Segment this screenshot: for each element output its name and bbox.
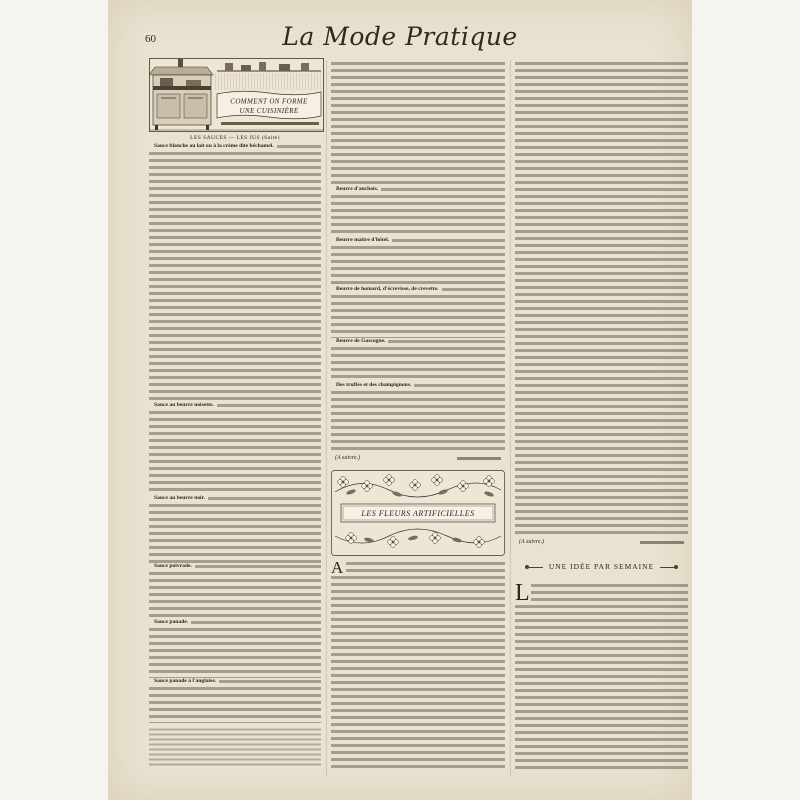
idee-body-text (515, 582, 688, 772)
text-line (414, 384, 505, 387)
signature (640, 541, 684, 544)
wall-hatching (215, 73, 321, 90)
section-heading (149, 143, 321, 150)
body-text-block (331, 60, 505, 186)
fleurs-banner-title: LES FLEURS ARTIFICIELLES (361, 509, 475, 518)
spacer (515, 546, 688, 560)
continued-note: (A suivre.) (335, 455, 360, 461)
text-line (381, 188, 505, 191)
section-title: Beurre d'anchois. (336, 186, 379, 192)
stove-leg (155, 125, 158, 130)
text-line (208, 497, 321, 500)
stove-cooktop (153, 86, 211, 90)
kitchen-table (221, 122, 319, 125)
shelf-pot (225, 63, 233, 71)
stove-leg (206, 125, 209, 130)
shelf-pot (279, 64, 290, 71)
body-text-block (331, 345, 505, 382)
body-text-block (149, 685, 321, 723)
section-heading (149, 495, 321, 502)
section-title: Sauce poivrade. (154, 563, 192, 569)
spacer (331, 462, 505, 470)
section-heading (331, 338, 505, 345)
section-heading (331, 382, 505, 389)
page-number: 60 (145, 33, 156, 45)
cuisine-illustration (149, 58, 324, 132)
section-heading (149, 619, 321, 626)
body-text-block (515, 60, 688, 536)
section-heading (149, 402, 321, 409)
continued-note: (A suivre.) (519, 539, 544, 545)
stove-pipe (178, 59, 183, 67)
body-text-block (331, 244, 505, 286)
section-heading (149, 563, 321, 570)
section-title: Beurre de Gascogne. (336, 338, 386, 344)
body-text-block (149, 409, 321, 495)
body-text-block (331, 389, 505, 452)
section-heading (331, 237, 505, 244)
drop-cap: A (331, 560, 346, 576)
section-title: Des truffes et des champignons. (336, 382, 412, 388)
column-rule (510, 60, 511, 776)
shelf-pot (241, 65, 251, 71)
section-title: Sauce au beurre noir. (154, 495, 205, 501)
text-line (442, 288, 505, 291)
shelf-pot (259, 62, 266, 71)
text-line (195, 565, 321, 568)
body-text-block (149, 626, 321, 678)
ornament-rule (660, 567, 678, 568)
shelf-pot (301, 63, 309, 71)
column-1 (149, 58, 321, 767)
section-heading (331, 286, 505, 293)
section-title: Beurre maître d'hôtel. (336, 237, 390, 243)
section-heading-idee (515, 560, 688, 574)
idee-heading: UNE IDÉE PAR SEMAINE (548, 562, 655, 571)
fleurs-illustration (331, 470, 505, 556)
section-title: Sauce panade à l'anglaise. (154, 678, 217, 684)
drop-cap: L (515, 580, 530, 606)
section-heading (331, 186, 505, 193)
banner-title-line-1: COMMENT ON FORME (230, 97, 308, 106)
text-line (388, 340, 505, 343)
banner-title-line-2: UNE CUISINIÈRE (239, 107, 299, 115)
section-heading (149, 678, 321, 685)
column-rule (326, 60, 327, 776)
section-title: Sauce blanche au lait ou à la crème dite béchamel. (154, 143, 274, 149)
body-text-block (149, 570, 321, 619)
article-subtitle: LES SAUCES — LES JUS (Suite) (190, 135, 280, 141)
ornament-rule (525, 567, 543, 568)
section-title: Sauce panade. (154, 619, 189, 625)
continued-line (331, 454, 505, 462)
section-title: Sauce au beurre noisette. (154, 402, 214, 408)
magazine-title: La Mode Pratique (282, 22, 518, 51)
text-line (392, 239, 505, 242)
body-text-block (331, 293, 505, 338)
column-3 (515, 60, 688, 772)
text-line (277, 145, 321, 148)
fleurs-body-text (331, 560, 505, 772)
cooking-pot (186, 80, 201, 86)
signature (457, 457, 501, 460)
text-line (219, 680, 321, 683)
text-line (191, 621, 321, 624)
column-2 (331, 60, 505, 772)
cooking-pot (160, 78, 173, 86)
spacer (515, 574, 688, 582)
section-title: Beurre de homard, d'écrevisse, de crevette. (336, 286, 439, 292)
text-line (217, 404, 321, 407)
body-text-block (149, 150, 321, 402)
stove-hood (149, 67, 213, 75)
body-text-block (331, 193, 505, 237)
body-text-block (149, 502, 321, 563)
footnotes-block (149, 727, 321, 767)
continued-line (515, 538, 688, 546)
